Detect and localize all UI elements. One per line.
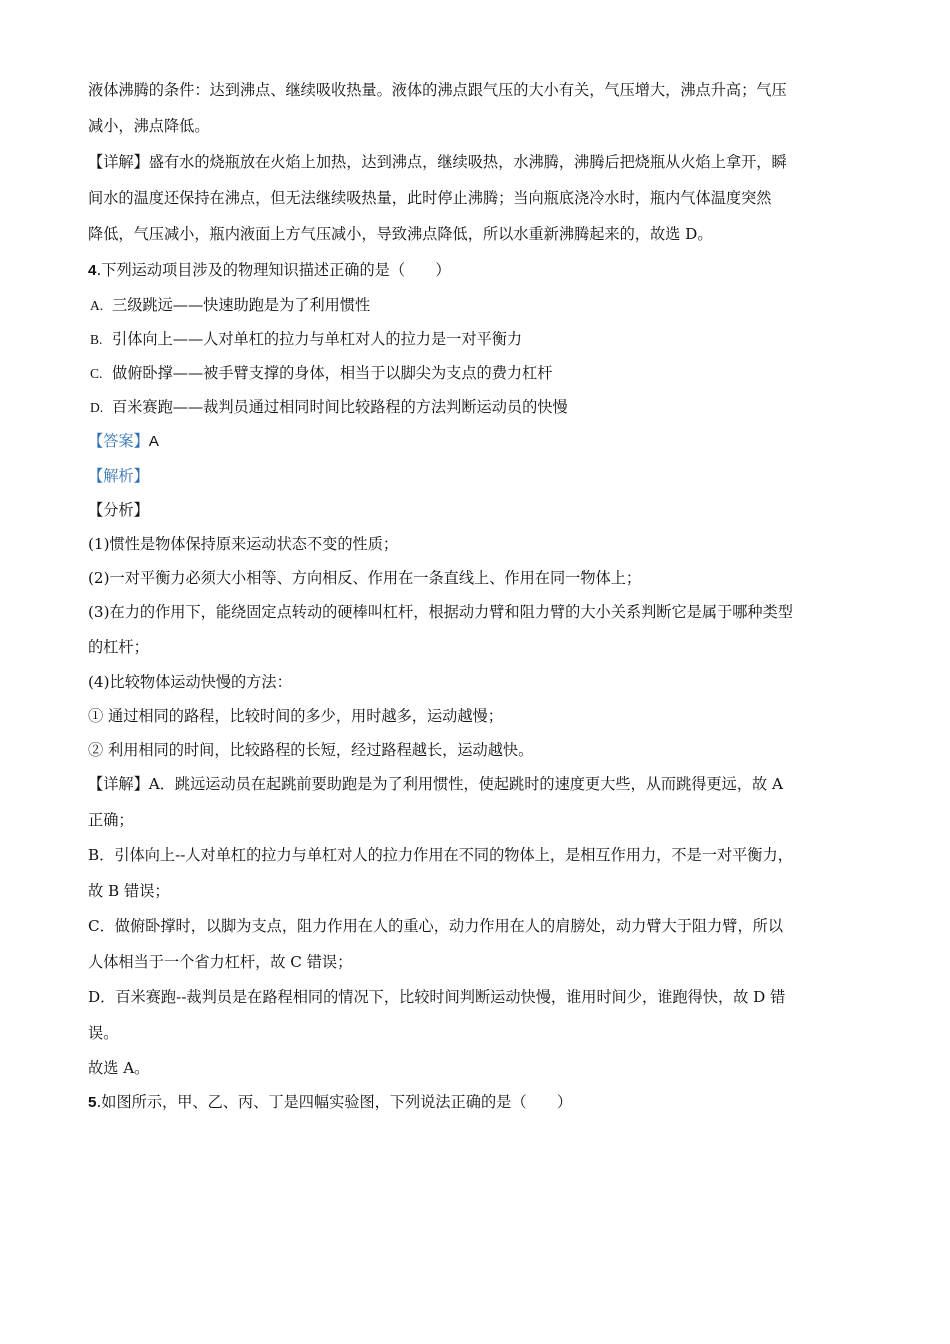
analysis-tag: 【解析】 <box>88 467 149 485</box>
q3-detail-line-1: 【详解】盛有水的烧瓶放在火焰上加热，达到沸点，继续吸热，水沸腾，沸腾后把烧瓶从火焰上拿开，瞬 <box>88 153 787 171</box>
detail-tag: 【详解】 <box>88 153 149 171</box>
analysis-line-2: (2)一对平衡力必须大小相等、方向相反、作用在一条直线上、作用在同一物体上； <box>88 569 642 587</box>
question-4-stem: 4.下列运动项目涉及的物理知识描述正确的是（ ） <box>88 261 451 279</box>
q3-detail-line-2: 间水的温度还保持在沸点，但无法继续吸热量，此时停止沸腾；当向瓶底浇冷水时，瓶内气体温度突然 <box>88 189 772 207</box>
analysis-line-1: (1)惯性是物体保持原来运动状态不变的性质； <box>88 535 399 553</box>
option-c: C. 做俯卧撑——被手臂支撑的身体，相当于以脚尖为支点的费力杠杆 <box>90 364 553 382</box>
detail-line-8: 误。 <box>88 1024 119 1042</box>
detail-line-1: 【详解】A．跳远运动员在起跳前要助跑是为了利用惯性，使起跳时的速度更大些，从而跳得更远，故 A <box>88 775 784 793</box>
question-number: 5 <box>88 1094 97 1111</box>
answer-line <box>88 431 159 452</box>
detail-line-6: 人体相当于一个省力杠杆，故 C 错误； <box>88 953 353 971</box>
analysis-line-4: 的杠杆； <box>88 638 149 656</box>
detail-line-4: 故 B 错误； <box>88 882 170 900</box>
option-b: B. 引体向上——人对单杠的拉力与单杠对人的拉力是一对平衡力 <box>90 330 523 348</box>
answer-tag: 【答案】 <box>88 432 149 450</box>
fenxi-tag: 【分析】 <box>88 501 149 519</box>
analysis-line-5: (4)比较物体运动快慢的方法： <box>88 673 292 691</box>
detail-tag: 【详解】 <box>88 775 149 793</box>
detail-line-2: 正确； <box>88 811 134 829</box>
analysis-line-3: (3)在力的作用下，能绕固定点转动的硬棒叫杠杆，根据动力臂和阻力臂的大小关系判断它是属于哪种类型 <box>88 603 793 621</box>
intro-line-1: 液体沸腾的条件：达到沸点、继续吸收热量。液体的沸点跟气压的大小有关，气压增大，沸点升高；气压 <box>88 81 787 99</box>
question-5-stem: 5.如图所示，甲、乙、丙、丁是四幅实验图，下列说法正确的是（ ） <box>88 1093 573 1111</box>
analysis-line-6: ① 通过相同的路程，比较时间的多少，用时越多，运动越慢； <box>88 707 503 725</box>
detail-line-7: D．百米赛跑--裁判员是在路程相同的情况下，比较时间判断运动快慢，谁用时间少，谁跑得快，故 D 错 <box>88 988 786 1006</box>
detail-line-5: C．做俯卧撑时，以脚为支点，阻力作用在人的重心，动力作用在人的肩膀处，动力臂大于阻力臂，所以 <box>88 917 784 935</box>
answer-value: A <box>148 433 159 450</box>
option-d: D. 百米赛跑——裁判员通过相同时间比较路程的方法判断运动员的快慢 <box>90 398 568 416</box>
detail-line-9: 故选 A。 <box>88 1059 150 1077</box>
q3-detail-line-3: 降低，气压减小，瓶内液面上方气压减小，导致沸点降低，所以水重新沸腾起来的，故选 D。 <box>88 225 713 243</box>
detail-line-3: B．引体向上--人对单杠的拉力与单杠对人的拉力作用在不同的物体上，是相互作用力，不是一对平衡力， <box>88 846 793 864</box>
option-a: A. 三级跳远——快速助跑是为了利用惯性 <box>90 296 371 314</box>
analysis-line-7: ② 利用相同的时间，比较路程的长短，经过路程越长，运动越快。 <box>88 741 534 759</box>
question-number: 4 <box>88 262 97 279</box>
intro-line-2: 减小，沸点降低。 <box>88 117 210 135</box>
